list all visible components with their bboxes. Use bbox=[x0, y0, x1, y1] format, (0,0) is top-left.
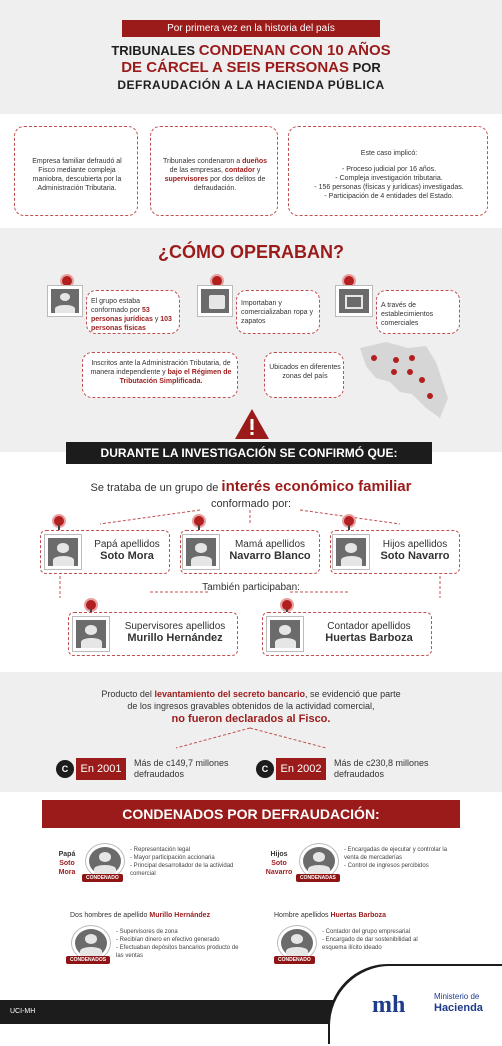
person-card-mama bbox=[180, 530, 320, 574]
coin-icon: C bbox=[256, 760, 274, 778]
como-operaban-section bbox=[0, 228, 502, 452]
store-icon bbox=[336, 286, 372, 316]
men-icon bbox=[73, 617, 109, 651]
children-icon bbox=[333, 535, 369, 569]
como-item-5-text: Ubicados en diferentes zonas del país bbox=[269, 364, 341, 380]
warning-icon bbox=[234, 408, 270, 440]
intro-box-3 bbox=[288, 126, 488, 216]
person-role: Papá apellidos bbox=[94, 539, 160, 550]
secreto-text: Producto del levantamiento del secreto bancario, se evidenció que parte de los ingresos gravables obtenidos de la actividad comercial, no fueron declarados al Fisco. bbox=[101, 689, 401, 725]
year-badge-2002: En 2002 bbox=[276, 758, 326, 780]
como-item-2 bbox=[236, 290, 320, 334]
person-card-contador bbox=[262, 612, 432, 656]
pin-icon bbox=[54, 516, 64, 526]
person-role: Contador apellidos bbox=[327, 621, 411, 632]
condenado-label: Hijos Soto Navarro bbox=[265, 851, 293, 876]
como-item-3 bbox=[376, 290, 460, 334]
headline bbox=[0, 42, 502, 94]
costa-rica-map-icon bbox=[356, 338, 452, 424]
pin-icon bbox=[344, 516, 354, 526]
pin-icon bbox=[194, 516, 204, 526]
person-card-papa bbox=[40, 530, 170, 574]
intro-box-1 bbox=[14, 126, 138, 216]
person-name: Soto Mora bbox=[100, 550, 154, 562]
condenado-title: Hombre apellidos Huertas Barboza bbox=[274, 912, 387, 919]
intro-section bbox=[0, 114, 502, 228]
intro-box-3-list: - Proceso judicial por 16 años. - Compleja investigación tributaria. - 156 personas (físicas y jurídicas) investigadas. - Participación de 4 entidades del Estado. bbox=[314, 166, 464, 200]
como-item-1: El grupo estaba conformado por 53 personas jurídicas y 103 personas físicas bbox=[86, 290, 180, 334]
como-item-2-text: Importaban y comercializaban ropa y zapatos bbox=[241, 300, 313, 325]
como-item-4: Inscritos ante la Administración Tributaria, de manera independiente y bajo el Régimen de Tributación Simplificada. bbox=[82, 352, 238, 398]
man-icon bbox=[45, 535, 81, 569]
pin-icon bbox=[344, 276, 354, 286]
coin-icon: C bbox=[56, 760, 74, 778]
mh-logo-icon: mh bbox=[372, 992, 406, 1018]
headline-part: DEFRAUDACIÓN A LA HACIENDA PÚBLICA bbox=[117, 78, 385, 92]
headline-part: TRIBUNALES bbox=[111, 43, 199, 58]
person-role: Mamá apellidos bbox=[234, 539, 306, 550]
year-badge-2001: En 2001 bbox=[76, 758, 126, 780]
condenado-label: Papá Soto Mora bbox=[58, 851, 76, 876]
man-icon bbox=[86, 844, 124, 878]
woman-icon bbox=[183, 535, 219, 569]
people-icon bbox=[48, 286, 82, 316]
shirt-icon bbox=[198, 286, 232, 316]
amount-2001: Más de c149,7 millones defraudados bbox=[134, 758, 229, 779]
condenado-duties: - Encargadas de ejecutar y controlar la venta de mercaderías - Control de ingresos percibidos bbox=[344, 846, 452, 870]
investigacion-line-2: conformado por: bbox=[210, 498, 292, 510]
condenado-duties: - Representación legal - Mayor participación accionaria - Principal desarrollador de la actividad comercial bbox=[130, 846, 244, 878]
condenado-badge: CONDENADO bbox=[274, 956, 315, 964]
men-icon bbox=[72, 926, 110, 960]
condenados-title-bar: CONDENADOS POR DEFRAUDACIÓN: bbox=[42, 800, 460, 828]
person-name: Navarro Blanco bbox=[229, 550, 311, 562]
pin-icon bbox=[282, 600, 292, 610]
pin-icon bbox=[212, 276, 222, 286]
condenado-badge: CONDENADOS bbox=[66, 956, 110, 964]
como-item-5 bbox=[264, 352, 344, 398]
intro-box-2 bbox=[150, 126, 278, 216]
intro-text-2: Tribunales condenaron a dueños de las empresas, contador y supervisores por dos delitos de defraudación. bbox=[162, 158, 268, 192]
headline-emphasis: CONDENAN CON 10 AÑOS bbox=[198, 42, 391, 59]
investigacion-bar: DURANTE LA INVESTIGACIÓN SE CONFIRMÓ QUE: bbox=[66, 442, 432, 464]
condenado-duties: - Supervisores de zona - Recibían dinero en efectivo generado - Efectuaban depósitos bancarios producto de las ventas bbox=[116, 928, 240, 960]
person-name: Soto Navarro bbox=[380, 550, 450, 562]
man-icon bbox=[267, 617, 303, 651]
condenado-badge: CONDENADO bbox=[82, 874, 123, 882]
headline-part: POR bbox=[349, 60, 381, 75]
intro-text-1: Empresa familiar defraudó al Fisco mediante compleja maniobra, descubierta por la Administración Tributaria. bbox=[32, 158, 122, 192]
intro-box-3-title: Este caso implicó: bbox=[360, 150, 418, 157]
pin-icon bbox=[62, 276, 72, 286]
investigacion-line-1: Se trataba de un grupo de interés económico familiar bbox=[90, 478, 412, 495]
condenado-title: Dos hombres de apellido Murillo Hernández bbox=[70, 912, 211, 919]
amount-2002: Más de c230,8 millones defraudados bbox=[334, 758, 429, 779]
women-icon bbox=[300, 844, 338, 878]
como-item-3-text: A través de establecimientos comerciales bbox=[381, 302, 434, 327]
logo-text: Hacienda bbox=[434, 1002, 483, 1014]
person-name: Murillo Hernández bbox=[127, 632, 223, 644]
person-card-supervisores bbox=[68, 612, 238, 656]
man-icon bbox=[278, 926, 316, 960]
person-name: Huertas Barboza bbox=[325, 632, 413, 644]
tambien-label: También participaban: bbox=[202, 582, 300, 593]
top-banner: Por primera vez en la historia del país bbox=[122, 20, 380, 37]
como-title: ¿CÓMO OPERABAN? bbox=[158, 242, 344, 262]
footer-code: UCI-MH bbox=[10, 1008, 36, 1015]
headline-emphasis: DE CÁRCEL A SEIS PERSONAS bbox=[121, 59, 350, 76]
person-role: Supervisores apellidos bbox=[124, 621, 226, 632]
pin-icon bbox=[86, 600, 96, 610]
investigacion-section bbox=[0, 446, 502, 672]
condenado-badge: CONDENADAS bbox=[296, 874, 340, 882]
header-section bbox=[0, 0, 502, 114]
condenado-duties: - Contador del grupo empresarial - Encargado de dar sostenibilidad al esquema ilícito ideado bbox=[322, 928, 442, 952]
person-card-hijos bbox=[330, 530, 460, 574]
logo-text: Ministerio de bbox=[434, 992, 480, 1001]
person-role: Hijos apellidos bbox=[382, 539, 448, 550]
secreto-section bbox=[0, 672, 502, 792]
